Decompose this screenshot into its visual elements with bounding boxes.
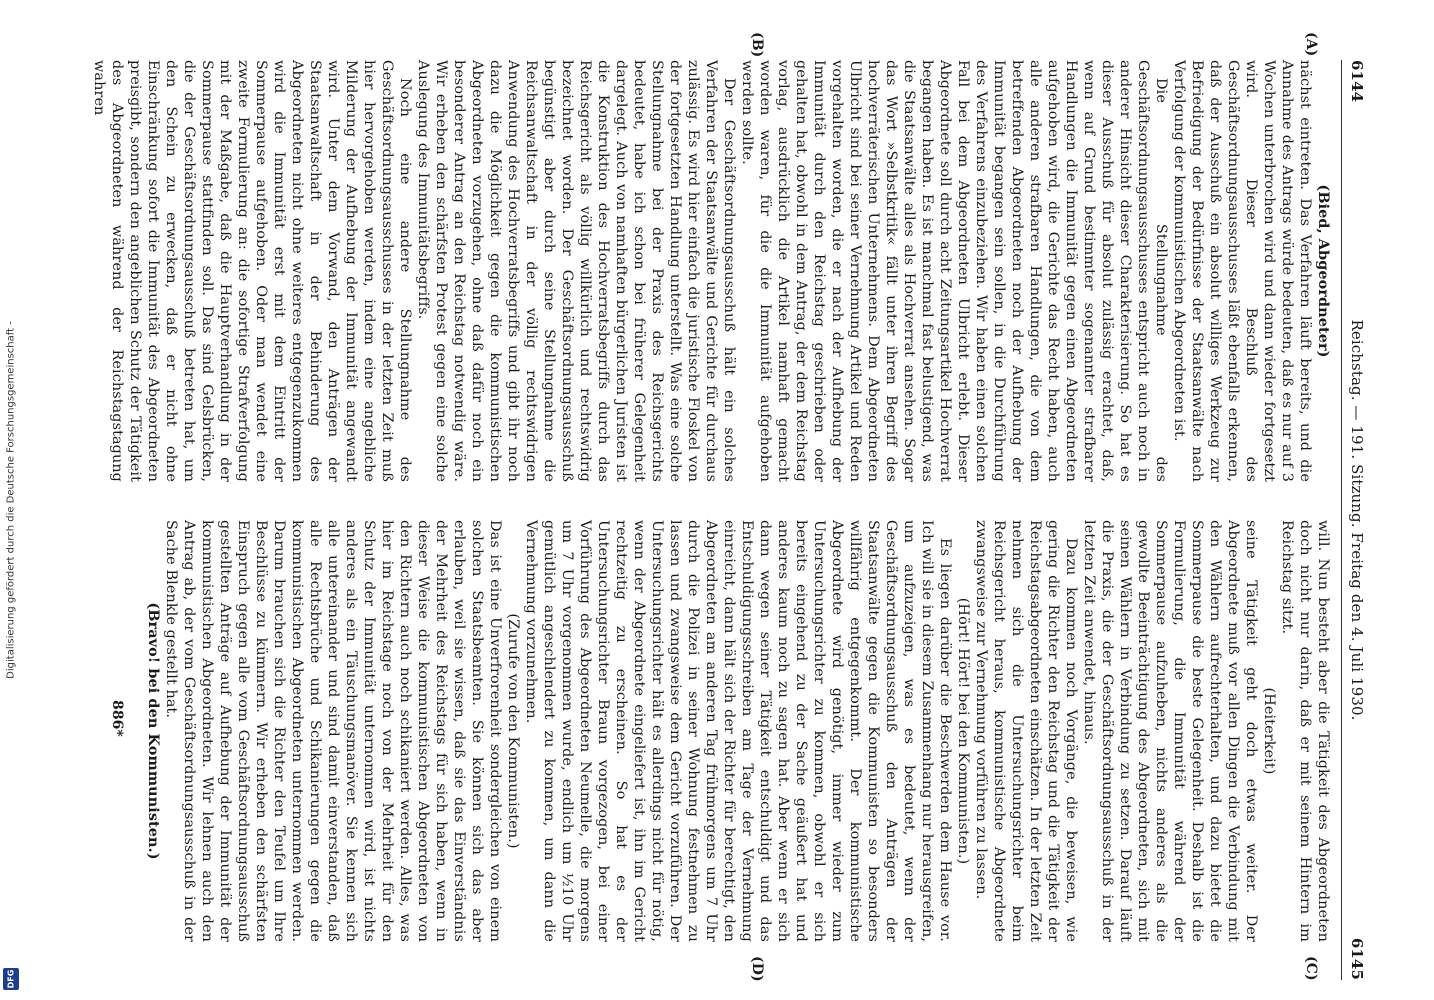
page-header <box>1344 60 1366 980</box>
paragraph: Dazu kommen noch Vorgänge, die beweisen, wie gering die Richter den Reichstag und die Tätigkeit der Reichstagsabgeordneten einschätzen. In der letzten Zeit nehmen sich die Untersuchungsrichter beim Reichsgericht heraus, kommunistische Abgeordnete zwangsweise zur Vernehmung vorführen zu lassen. <box>973 520 1079 942</box>
left-column <box>90 60 1332 482</box>
interjection: (Heiterkeit) <box>1261 687 1277 775</box>
dfg-logo <box>3 968 19 990</box>
rotated-document-page <box>66 32 1366 982</box>
header-rule <box>1341 60 1342 980</box>
interjection: (Bravo! bei den Kommunisten.) <box>145 602 162 860</box>
speaker-line: (Bied, Abgeordneter) <box>1315 184 1332 358</box>
paragraph: Noch eine andere Stellungnahme des Geschäftsordnungsausschusses in der letzten Zeit muß hier hervorgehoben werden, indem eine angebliche Milderung der Aufhebung der Immunität angewandt wird. Unter dem Vorwand, den Anträgen der Staatsanwaltschaft in der Behinderung des Abgeordneten nicht ohne weiteres entgegenzukommen wird die Immunität erst mit dem Eintritt der Sommerpause aufgehoben. Oder man wendet eine zweite Formulierung an: die sofortige Strafverfolgung mit der Maßgabe, daß die Hauptverhandlung in der Sommerpause stattfinden soll. Das sind Gelsbrücken, die der Geschäftsordnungsausschuß betreten hat, um den Schein zu erwecken, daß er nicht ohne Einschränkung sofort die Immunität des Abgeordneten preisgibt, sondern den angeblichen Schutz der Tätigkeit des Abgeordneten während der Reichstagstagung wahren <box>91 60 413 482</box>
margin-mark-c: (C) <box>1303 956 1319 981</box>
header-title: Reichstag. — 191. Sitzung. Freitag den 4. Juli 1930. <box>1348 319 1366 721</box>
dfg-logo-text: DFG <box>6 969 16 989</box>
header-left-page-number: 6144 <box>1348 60 1366 103</box>
margin-mark-d: (D) <box>749 956 765 982</box>
interjection: (Hört! Hört! bei den Kommunisten.) <box>955 597 971 865</box>
paragraph: Es liegen darüber die Beschwerden dem Hause vor. Ich will sie in diesem Zusammenhang nur herausgreifen, um aufzuzeigen, was es bedeutet, wenn der Geschäftsordnungsausschuß den Anträgen der Staatsanwälte gegen die Kommunisten so besonders willfährig entgegenkommt. Der kommunistische Abgeordnete wird genötigt, immer wieder zum Untersuchungsrichter zu kommen, obwohl er sich bereits eingehend zu der Sache geäußert hat und anderes kaum noch zu sagen hat. Aber wenn er sich dann wegen seiner Tätigkeit entschuldigt und das Entschuldigungsschreiben am Tage der Vernehmung einreicht, dann hält sich der Richter für berechtigt, den Abgeordneten am anderen Tag frühmorgens um 7 Uhr durch die Polizei in seiner Wohnung festnehmen zu lassen und zwangsweise dem Gericht vorzuführen. Der Untersuchungsrichter hält es allerdings nicht für nötig, wenn der Abgeordnete eingeliefert ist, ihn im Gericht rechtzeitig zu erscheinen. So hat es der Untersuchungsrichter Braun vorgezogen, bei einer Vorführung des Abgeordneten Neumelle, die morgens um 7 Uhr vorgenommen wurde, endlich um ½10 Uhr gemütlich angeschlendert zu kommen, um dann die Vernehmung vorzunehmen. <box>523 520 953 942</box>
margin-mark-b: (B) <box>749 32 765 58</box>
right-column <box>144 520 1332 942</box>
header-right-page-number: 6145 <box>1348 937 1366 980</box>
margin-mark-a: (A) <box>1303 32 1319 57</box>
page-signature-number: 886* <box>109 700 125 737</box>
interjection: (Zurufe von den Kommunisten.) <box>505 613 521 849</box>
paragraph: Das ist eine Unverfrorenheit sondergleichen von einem solchen Staatsbeamten. Sie können sich das aber erlauben, weil sie wissen, daß sie das Einverständnis der Mehrheit des Reichstags für sich haben, wenn in dieser Weise die kommunistischen Abgeordneten von den Richtern auch noch schikaniert werden. Alles, was hier im Reichstage noch von der Mehrheit für den Schutz der Immunität unternommen wird, ist nichts anderes als ein Täuschungsmanöver. Sie kennen sich alle untereinander und sind damit einverstanden, daß alle Rechtsbrüche und Schikanierungen gegen die kommunistischen Abgeordneten unternommen werden. Darum brauchen sich die Richter den Teufel um Ihre Beschlüsse zu kümmern. Wir erheben den schärfsten Einspruch gegen alle vom Geschäftsordnungsausschuß gestellten Anträge auf Aufhebung der Immunität der kommunistischen Abgeordneten. Wir lehnen auch den Antrag ab, der vom Geschäftsordnungsausschuß in der Sache Blenkle gestellt hat. <box>163 520 503 942</box>
footer-text: Digitalisierung gefördert durch die Deutsche Forschungsgemeinschaft - <box>5 321 17 679</box>
paragraph: will. Nun besteht aber die Tätigkeit des Abgeordneten doch nicht nur darin, daß er mit seinem Hintern im Reichstag sitzt. <box>1279 520 1331 942</box>
digitization-footer <box>0 0 22 1000</box>
paragraph: seine Tätigkeit geht doch etwas weiter. Der Abgeordnete muß vor allen Dingen die Verbindung mit den Wählern aufrechterhalten, und dazu bietet die Sommerpause die beste Gelegenheit. Deshalb ist die Formulierung, die Immunität während der Sommerpause aufzuheben, nichts anderes als die gewollte Beeinträchtigung des Abgeordneten, sich mit seinen Wählern in Verbindung zu setzen. Darauf läuft die Praxis, die der Geschäftsordnungsausschuß in der letzten Zeit anwendet, hinaus. <box>1081 520 1259 942</box>
paragraph: Der Geschäftsordnungsausschuß hält ein solches Verfahren der Staatsanwälte und Gerichte für durchaus zulässig. Es wird hier einfach die juristische Floskel von der fortgesetzten Handlung unterstellt. Was eine solche Stellungnahme bei der Praxis des Reichsgerichts bedeutet, habe ich schon bei früherer Gelegenheit dargelegt. Auch von namhaften bürgerlichen Juristen ist die Konstruktion des Hochverratsbegriffs durch das Reichsgericht als völlig willkürlich und rechtswidrig bezeichnet worden. Der Geschäftsordnungsausschuß begünstigt aber durch seine Stellungnahme die Reichsanwaltschaft in der völlig rechtswidrigen Anwendung des Hochverratsbegriffs und gibt ihr noch dazu die Möglichkeit gegen die kommunistischen Abgeordneten vorzugehen, ohne daß dafür noch ein besonderer Antrag an den Reichstag notwendig wäre. Wir erheben den schärfsten Protest gegen eine solche Auslegung des Immunitätsbegriffs. <box>415 60 737 482</box>
paragraph: nächst eintreten. Das Verfahren läuft bereits, und die Annahme des Antrags würde bedeuten, daß es nur auf 3 Wochen unterbrochen wird und dann wieder fortgesetzt wird. Dieser Beschluß des Geschäftsordnungsausschusses läßt ebenfalls erkennen, daß der Ausschuß ein absolut williges Werkzeug zur Befriedigung der Bedürfnisse der Staatsanwälte nach Verfolgung der kommunistischen Abgeordneten ist. <box>1171 60 1313 482</box>
paragraph: Die Stellungnahme des Geschäftsordnungsausschusses entspricht auch noch in anderer Hinsicht dieser Charakterisierung. So hat es dieser Ausschuß für absolut zulässig erachtet, daß, wenn auf Grund bestimmter sogenannter strafbarer Handlungen die Immunität gegen einen Abgeordneten aufgehoben wird, die Gerichte das Recht haben, auch alle anderen strafbaren Handlungen, die von dem betreffenden Abgeordneten noch der Aufhebung der Immunität begangen sein sollen, in die Durchführung des Verfahrens einzubeziehen. Wir haben einen solchen Fall bei dem Abgeordneten Ulbricht erlebt. Dieser Abgeordnete soll durch acht Zeitungsartikel Hochverrat begangen haben. Es ist manchmal fast belustigend, was die Staatsanwälte alles als Hochverrat ansehen. Sogar das Wort »Selbstkritik« fällt unter ihren Begriff des hochverräterischen Unternehmens. Dem Abgeordneten Ulbricht sind bei seiner Vernehmung Artikel und Reden vorgehalten worden, die er nach der Aufhebung der Immunität durch den Reichstag geschrieben oder gehalten hat, obwohl in dem Antrag, der dem Reichstag vorlag, ausdrücklich die Artikel namhaft gemacht worden waren, für die die Immunität aufgehoben werden sollte. <box>739 60 1169 482</box>
